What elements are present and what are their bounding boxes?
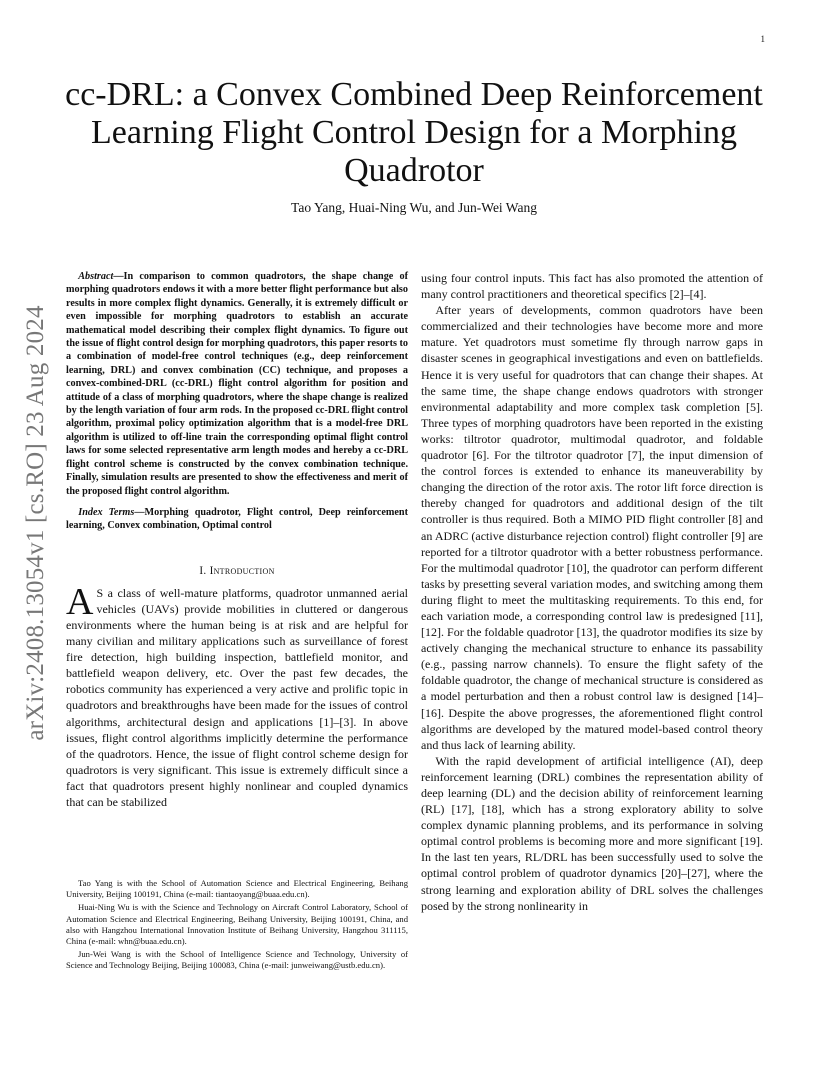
section-title: Introduction — [209, 564, 275, 577]
abstract-label: Abstract — [78, 271, 114, 282]
arxiv-id-text: arXiv:2408.13054v1 [cs.RO] 23 Aug 2024 — [22, 304, 49, 741]
paragraph-drl: With the rapid development of artificial intelligence (AI), deep reinforcement learning (DRL) combines the representation ability of deep learning (DL) and the decision ability of reinforcement learning (RL) [17], [18], which has a strong exploratory ability to solve complex dynamic planning problems, and its performance in solving optimal control problems is becoming more and more significant [19]. In the last ten years, RL/DRL has been successfully used to solve the optimal control problem of quadrotor dynamics [20]–[27], where the strong learning and exploration ability of DRL solves the challenges posed by the strong nonlinearity in — [421, 753, 763, 913]
paragraph-morphing: After years of developments, common quadrotors have been commercialized and their technologies have become more and more mature. Yet quadrotors must sometime fly through narrow gaps in disaster scenes in geographical investigations and even on battlefields. Hence it is very useful for quadrotors that can change their shapes. At the same time, the shape change endows quadrotors with stronger environmental adaptability and more complex task completion [5]. Three types of morphing quadrotors have been reported in the existing works: tiltrotor quadrotor, multimodal quadrotor, and foldable quadrotor [6]. For the tiltrotor quadrotor [7], the input dimension of the control forces is extended to enhance its maneuverability by changing the direction of the rotor axis. The rotor lift force direction is thereby changed for quadrotors and additional design of the tilt controller is thus required. Both a MIMO PID flight controller [8] and an ADRC (active disturbance rejection control) flight controller [9] are reported for a tiltrotor quadrotor with a better robustness performance. For the multimodal quadrotor [10], the quadrotor can perform different tasks by presetting several variation modes, and switching among them during flight to meet the multitasking requirements. To this end, for each variation mode, a corresponding control law is predesigned [11], [12]. For the foldable quadrotor [13], the quadrotor modifies its size by actively changing the mechanical structure to enhance its passability (e.g., passing narrow channels). To ensure the flight safety of the foldable quadrotor, the change of mechanical structure is considered as a model perturbation and then a robust control law is designed [14]–[16]. Despite the above progresses, the aforementioned flight control algorithms are developed by the matured model-based control theory and thus lack of learning ability. — [421, 303, 763, 752]
intro-text: S a class of well-mature platforms, quadrotor unmanned aerial vehicles (UAVs) provide mobilities in cluttered or dangerous environments where the human being is at risk and are helpful for many civilian and military applications such as surveillance of forest fire detection, high building inspection, battlefield monitor, and battlefield weapon delivery, etc. Over the past few decades, the robotics community has experienced a very active and prolific topic in quadrotors and breakthroughs have been made for the issues of control algorithms, architectural design and applications [1]–[3]. In above issues, flight control algorithms implicitly determine the performance of the quadrotors. Hence, the issue of flight control scheme design for quadrotors is very significant. This issue is extremely difficult since a fact that quadrotors present highly nonlinear and coupled dynamics that can be stabilized — [66, 585, 408, 810]
drop-cap: A — [66, 580, 94, 623]
arxiv-identifier — [15, 285, 57, 760]
intro-paragraph — [66, 580, 408, 810]
footnote-1: Tao Yang is with the School of Automation Science and Electrical Engineering, Beihang University, Beijing 100191, China (e-mail: tiantaoyang@buaa.edu.cn). — [66, 878, 408, 900]
section-heading — [66, 563, 408, 579]
index-terms — [66, 506, 408, 533]
right-column — [421, 270, 763, 914]
section-number: I. — [199, 564, 207, 577]
paragraph-continuation: using four control inputs. This fact has also promoted the attention of many control practitioners and theoretical specifics [2]–[4]. — [421, 271, 763, 302]
footnote-3: Jun-Wei Wang is with the School of Intelligence Science and Technology, University of Science and Technology Beijing, Beijing 100083, China (e-mail: junweiwang@ustb.edu.cn). — [66, 949, 408, 971]
index-terms-text: —Morphing quadrotor, Flight control, Deep reinforcement learning, Convex combination, Optimal control — [66, 506, 408, 532]
abstract — [66, 270, 408, 498]
paper-title: cc-DRL: a Convex Combined Deep Reinforcement Learning Flight Control Design for a Morphing Quadrotor — [65, 76, 763, 189]
page-number: 1 — [760, 34, 765, 44]
left-column — [66, 270, 408, 810]
footnote-2: Huai-Ning Wu is with the Science and Technology on Aircraft Control Laboratory, School of Automation Science and Electrical Engineering, Beihang University, Beijing 100191, China, and also with Hangzhou International Innovation Institute of Beihang University, Hangzhou 311115, China (e-mail: whn@buaa.edu.cn). — [66, 902, 408, 947]
paper-authors: Tao Yang, Huai-Ning Wu, and Jun-Wei Wang — [291, 200, 537, 215]
index-terms-label: Index Terms — [78, 506, 135, 518]
abstract-text: —In comparison to common quadrotors, the shape change of morphing quadrotors endows it with a more better flight performance but also results in more complex flight dynamics. Generally, it is extremely difficult or even impossible for morphing quadrotors to establish an accurate mathematical model describing their complex flight dynamics. To figure out the issue of flight control design for morphing quadrotors, this paper resorts to a combination of model-free control techniques (e.g., deep reinforcement learning, DRL) and convex combination (CC) technique, and proposes a convex-combined-DRL (cc-DRL) flight control algorithm for position and attitude of a class of morphing quadrotors, where the shape change is realized by the length variation of four arm rods. In the proposed cc-DRL flight control algorithm, proximal policy optimization algorithm that is a model-free DRL algorithm is utilized to off-line train the corresponding optimal flight control laws for some selected representative arm length modes and hereby a cc-DRL flight control scheme is constructed by the convex combination technique. Finally, simulation results are presented to show the effectiveness and merit of the proposed flight control algorithm. — [66, 271, 408, 497]
footnotes — [66, 878, 408, 974]
